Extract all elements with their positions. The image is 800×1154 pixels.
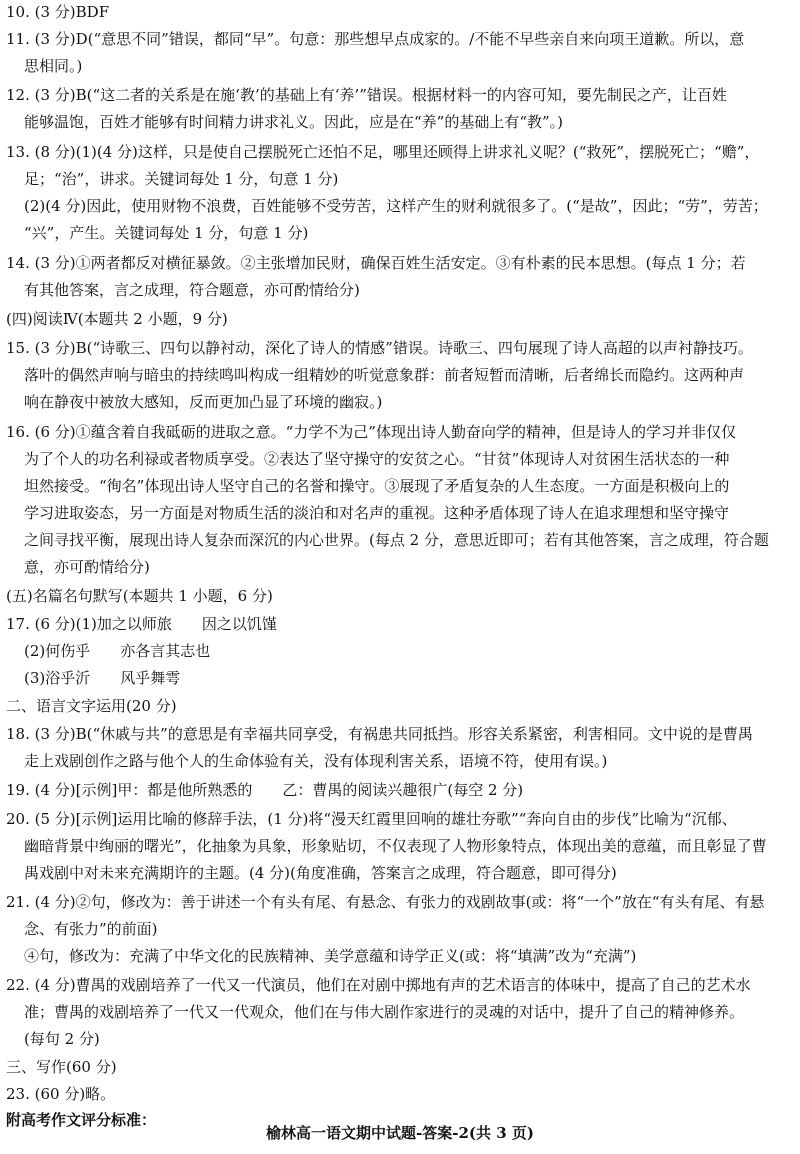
answer-20: 20. (5 分)[示例]运用比喻的修辞手法，(1 分)将“漫天红霞里回响的雄壮夯歌”“奔向自由的步伐”比喻为“沉郁、 — [6, 810, 737, 828]
section-heading-reading-4: (四)阅读Ⅳ(本题共 2 小题，9 分) — [6, 310, 228, 328]
answer-21: 21. (4 分)②句，修改为：善于讲述一个有头有尾、有悬念、有张力的戏剧故事(或：将“一个”放在“有头有尾、有悬 — [6, 893, 765, 911]
section-heading-language-use: 二、语言文字运用(20 分) — [6, 697, 177, 715]
answer-13-part2: (2)(4 分)因此，使用财物不浪费，百姓能够不受劳苦，这样产生的财利就很多了。(“是故”，因此；“劳”，劳苦； — [24, 197, 768, 215]
section-heading-writing: 三、写作(60 分) — [6, 1058, 117, 1076]
answer-13-cont: 足；“治”，讲求。关键词每处 1 分，句意 1 分) — [24, 170, 339, 188]
answer-17-3: (3)浴乎沂 风乎舞雩 — [24, 669, 181, 687]
answer-13: 13. (8 分)(1)(4 分)这样，只是使自己摆脱死亡还怕不足，哪里还顾得上讲求礼义呢？(“救死”，摆脱死亡；“赡”， — [6, 143, 760, 161]
answer-18: 18. (3 分)B(“休戚与共”的意思是有幸福共同享受，有祸患共同抵挡。形容关系紧密，利害相同。文中说的是曹禺 — [6, 725, 753, 743]
answer-19: 19. (4 分)[示例]甲：都是他所熟悉的 乙：曹禺的阅读兴趣很广(每空 2 分) — [6, 781, 524, 799]
answer-16-cont-1: 为了个人的功名利禄或者物质享受。②表达了坚守操守的安贫之心。“甘贫”体现诗人对贫困生活状态的一种 — [24, 450, 730, 468]
answer-16-cont-4: 之间寻找平衡，展现出诗人复杂而深沉的内心世界。(每点 2 分，意思近即可；若有其他答案，言之成理，符合题 — [24, 531, 769, 549]
answer-15-cont-1: 落叶的偶然声响与暗虫的持续鸣叫构成一组精妙的听觉意象群：前者短暂而清晰，后者绵长而隐约。这两种声 — [24, 366, 745, 384]
answer-16: 16. (6 分)①蕴含着自我砥砺的进取之意。“力学不为己”体现出诗人勤奋向学的精神，但是诗人的学习并非仅仅 — [6, 423, 736, 441]
page-footer: 榆林高一语文期中试题-答案-2(共 3 页) — [266, 1124, 534, 1142]
answer-16-cont-5: 意，亦可酌情给分) — [24, 558, 150, 576]
answer-18-cont: 走上戏剧创作之路与他个人的生命体验有关，没有体现利害关系，语境不符，使用有误。) — [24, 752, 608, 770]
answer-10: 10. (3 分)BDF — [6, 3, 110, 21]
answer-22-cont-1: 准；曹禺的戏剧培养了一代又一代观众，他们在与伟大剧作家进行的灵魂的对话中，提升了自己的精神修养。 — [24, 1003, 745, 1021]
answer-20-cont-2: 禺戏剧中对未来充满期许的主题。(4 分)(角度准确，答案言之成理，符合题意，即可得分) — [24, 864, 617, 882]
answer-16-cont-3: 学习进取姿态，另一方面是对物质生活的淡泊和对名声的重视。这种矛盾体现了诗人在追求理想和坚守操守 — [24, 504, 730, 522]
answer-22: 22. (4 分)曹禺的戏剧培养了一代又一代演员，他们在对剧中掷地有声的艺术语言的体味中，提高了自己的艺术水 — [6, 976, 751, 994]
answer-21-cont: 念、有张力”的前面) — [24, 920, 158, 938]
answer-14: 14. (3 分)①两者都反对横征暴敛。②主张增加民财，确保百姓生活安定。③有朴素的民本思想。(每点 1 分；若 — [6, 254, 746, 272]
answer-17: 17. (6 分)(1)加之以师旅 因之以饥馑 — [6, 615, 277, 633]
answer-14-cont: 有其他答案，言之成理，符合题意，亦可酌情给分) — [24, 281, 360, 299]
answer-20-cont-1: 幽暗背景中绚丽的曙光”，化抽象为具象，形象贴切，不仅表现了人物形象特点，体现出美的意蕴，而且彰显了曹 — [24, 837, 767, 855]
section-heading-recitation: (五)名篇名句默写(本题共 1 小题，6 分) — [6, 587, 273, 605]
answer-11-cont: 思相同。) — [24, 57, 83, 75]
answer-12: 12. (3 分)B(“这二者的关系是在施‘教’的基础上有‘养’”错误。根据材料一的内容可知，要先制民之产，让百姓 — [6, 86, 727, 104]
answer-22-cont-2: (每句 2 分) — [24, 1030, 100, 1048]
answer-21-part2: ④句，修改为：充满了中华文化的民族精神、美学意蕴和诗学正义(或：将“填满”改为“充满”) — [24, 947, 637, 965]
answer-17-2: (2)何伤乎 亦各言其志也 — [24, 642, 211, 660]
answer-15: 15. (3 分)B(“诗歌三、四句以静衬动，深化了诗人的情感”错误。诗歌三、四句展现了诗人高超的以声衬静技巧。 — [6, 339, 753, 357]
answer-11: 11. (3 分)D(“意思不同”错误，都同“早”。句意：那些想早点成家的。/不能不早些亲自来向项王道歉。所以，意 — [6, 30, 745, 48]
answer-23: 23. (60 分)略。 — [6, 1085, 116, 1103]
appendix-heading: 附高考作文评分标准： — [6, 1111, 157, 1129]
answer-16-cont-2: 坦然接受。“徇名”体现出诗人坚守自己的名誉和操守。③展现了矛盾复杂的人生态度。一方面是积极向上的 — [24, 477, 730, 495]
answer-13-part2-cont: “兴”，产生。关键词每处 1 分，句意 1 分) — [24, 224, 309, 242]
answer-15-cont-2: 响在静夜中被放大感知，反而更加凸显了环境的幽寂。) — [24, 393, 383, 411]
answer-12-cont: 能够温饱，百姓才能够有时间精力讲求礼义。因此，应是在“养”的基础上有“教”。) — [24, 113, 564, 131]
